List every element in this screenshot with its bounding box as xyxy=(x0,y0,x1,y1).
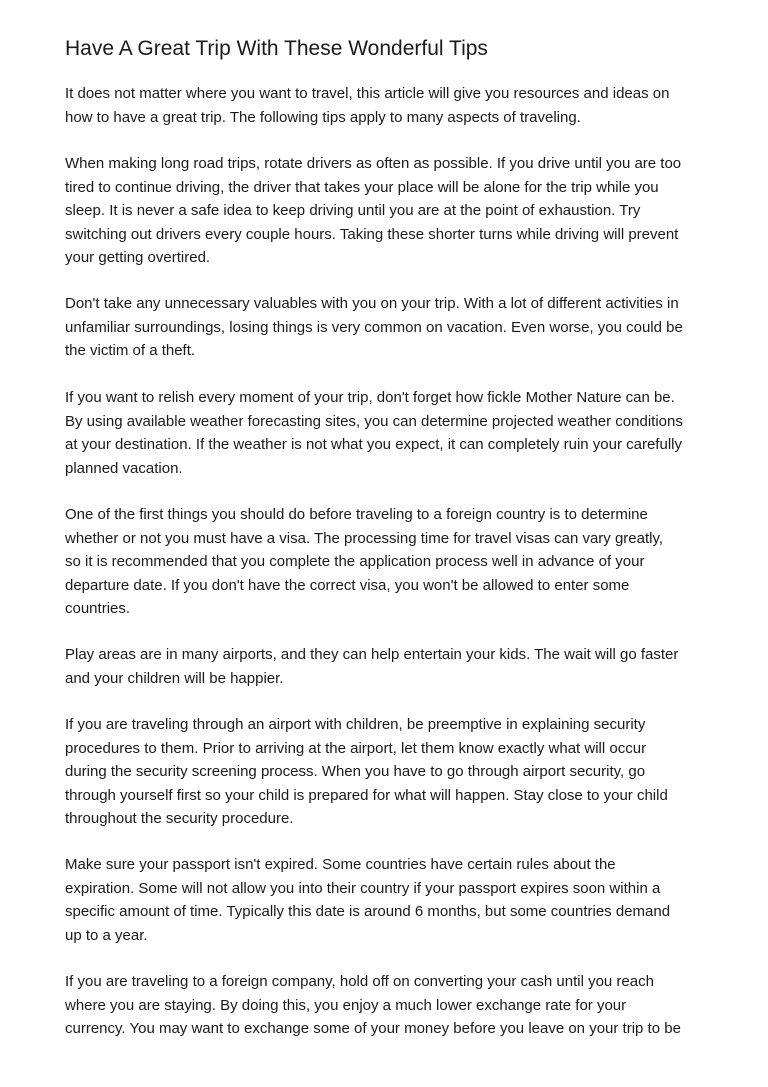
paragraph-intro xyxy=(65,82,669,129)
text-line: currency. You may want to exchange some of your money before you leave on your trip to be xyxy=(65,1020,681,1037)
text-line: up to a year. xyxy=(65,926,148,944)
page-title: Have A Great Trip With These Wonderful Tips xyxy=(65,37,488,60)
text-line: at your destination. If the weather is not what you expect, it can completely ruin your carefully xyxy=(65,436,682,453)
text-line: how to have a great trip. The following tips apply to many aspects of traveling. xyxy=(65,108,581,126)
paragraph-currency xyxy=(65,970,681,1041)
paragraph-weather xyxy=(65,386,683,480)
text-line: Don't take any unnecessary valuables with you on your trip. With a lot of different activities in xyxy=(65,295,679,312)
paragraph-visa xyxy=(65,503,663,621)
text-line: It does not matter where you want to travel, this article will give you resources and ideas on xyxy=(65,85,670,102)
text-line: the victim of a theft. xyxy=(65,342,196,359)
text-line: whether or not you must have a visa. The processing time for travel visas can vary greatly, xyxy=(65,529,664,547)
text-line: throughout the security procedure. xyxy=(65,810,294,827)
text-line: through yourself first so your child is prepared for what will happen. Stay close to your child xyxy=(65,786,668,804)
text-line: where you are staying. By doing this, you enjoy a much lower exchange rate for your xyxy=(65,996,627,1014)
text-line: so it is recommended that you complete the application process well in advance of your xyxy=(65,553,645,570)
text-line: and your children will be happier. xyxy=(65,669,284,687)
document-page xyxy=(65,0,705,1087)
paragraph-road-trips xyxy=(65,152,681,270)
paragraph-passport xyxy=(65,853,670,947)
text-line: switching out drivers every couple hours. Taking these shorter turns while driving will prevent xyxy=(65,225,679,243)
text-line: If you are traveling through an airport with children, be preemptive in explaining security xyxy=(65,716,646,733)
paragraph-valuables xyxy=(65,292,683,363)
text-line: tired to continue driving, the driver that takes your place will be alone for the trip while you xyxy=(65,178,659,196)
text-line: If you are traveling to a foreign company, hold off on converting your cash until you reach xyxy=(65,973,654,990)
text-line: planned vacation. xyxy=(65,459,183,477)
text-line: departure date. If you don't have the correct visa, you won't be allowed to enter some xyxy=(65,576,630,594)
paragraph-airport-security xyxy=(65,713,668,831)
text-line: When making long road trips, rotate drivers as often as possible. If you drive until you are too xyxy=(65,155,682,172)
text-line: One of the first things you should do before traveling to a foreign country is to determine xyxy=(65,506,648,523)
text-line: Play areas are in many airports, and they can help entertain your kids. The wait will go faster xyxy=(65,646,679,663)
text-line: By using available weather forecasting sites, you can determine projected weather conditions xyxy=(65,412,683,430)
text-line: during the security screening process. When you have to go through airport security, go xyxy=(65,763,646,780)
text-line: If you want to relish every moment of your trip, don't forget how fickle Mother Nature can be. xyxy=(65,389,675,406)
text-line: Make sure your passport isn't expired. Some countries have certain rules about the xyxy=(65,856,616,873)
paragraph-play-areas xyxy=(65,643,678,690)
text-line: unfamiliar surroundings, losing things is very common on vacation. Even worse, you could be xyxy=(65,318,683,336)
text-line: sleep. It is never a safe idea to keep driving until you are at the point of exhaustion. Try xyxy=(65,202,641,219)
text-line: expiration. Some will not allow you into their country if your passport expires soon within a xyxy=(65,879,661,897)
text-line: countries. xyxy=(65,600,131,617)
text-line: your getting overtired. xyxy=(65,249,211,266)
text-line: specific amount of time. Typically this date is around 6 months, but some countries demand xyxy=(65,903,671,920)
text-line: procedures to them. Prior to arriving at the airport, let them know exactly what will occur xyxy=(65,739,647,757)
